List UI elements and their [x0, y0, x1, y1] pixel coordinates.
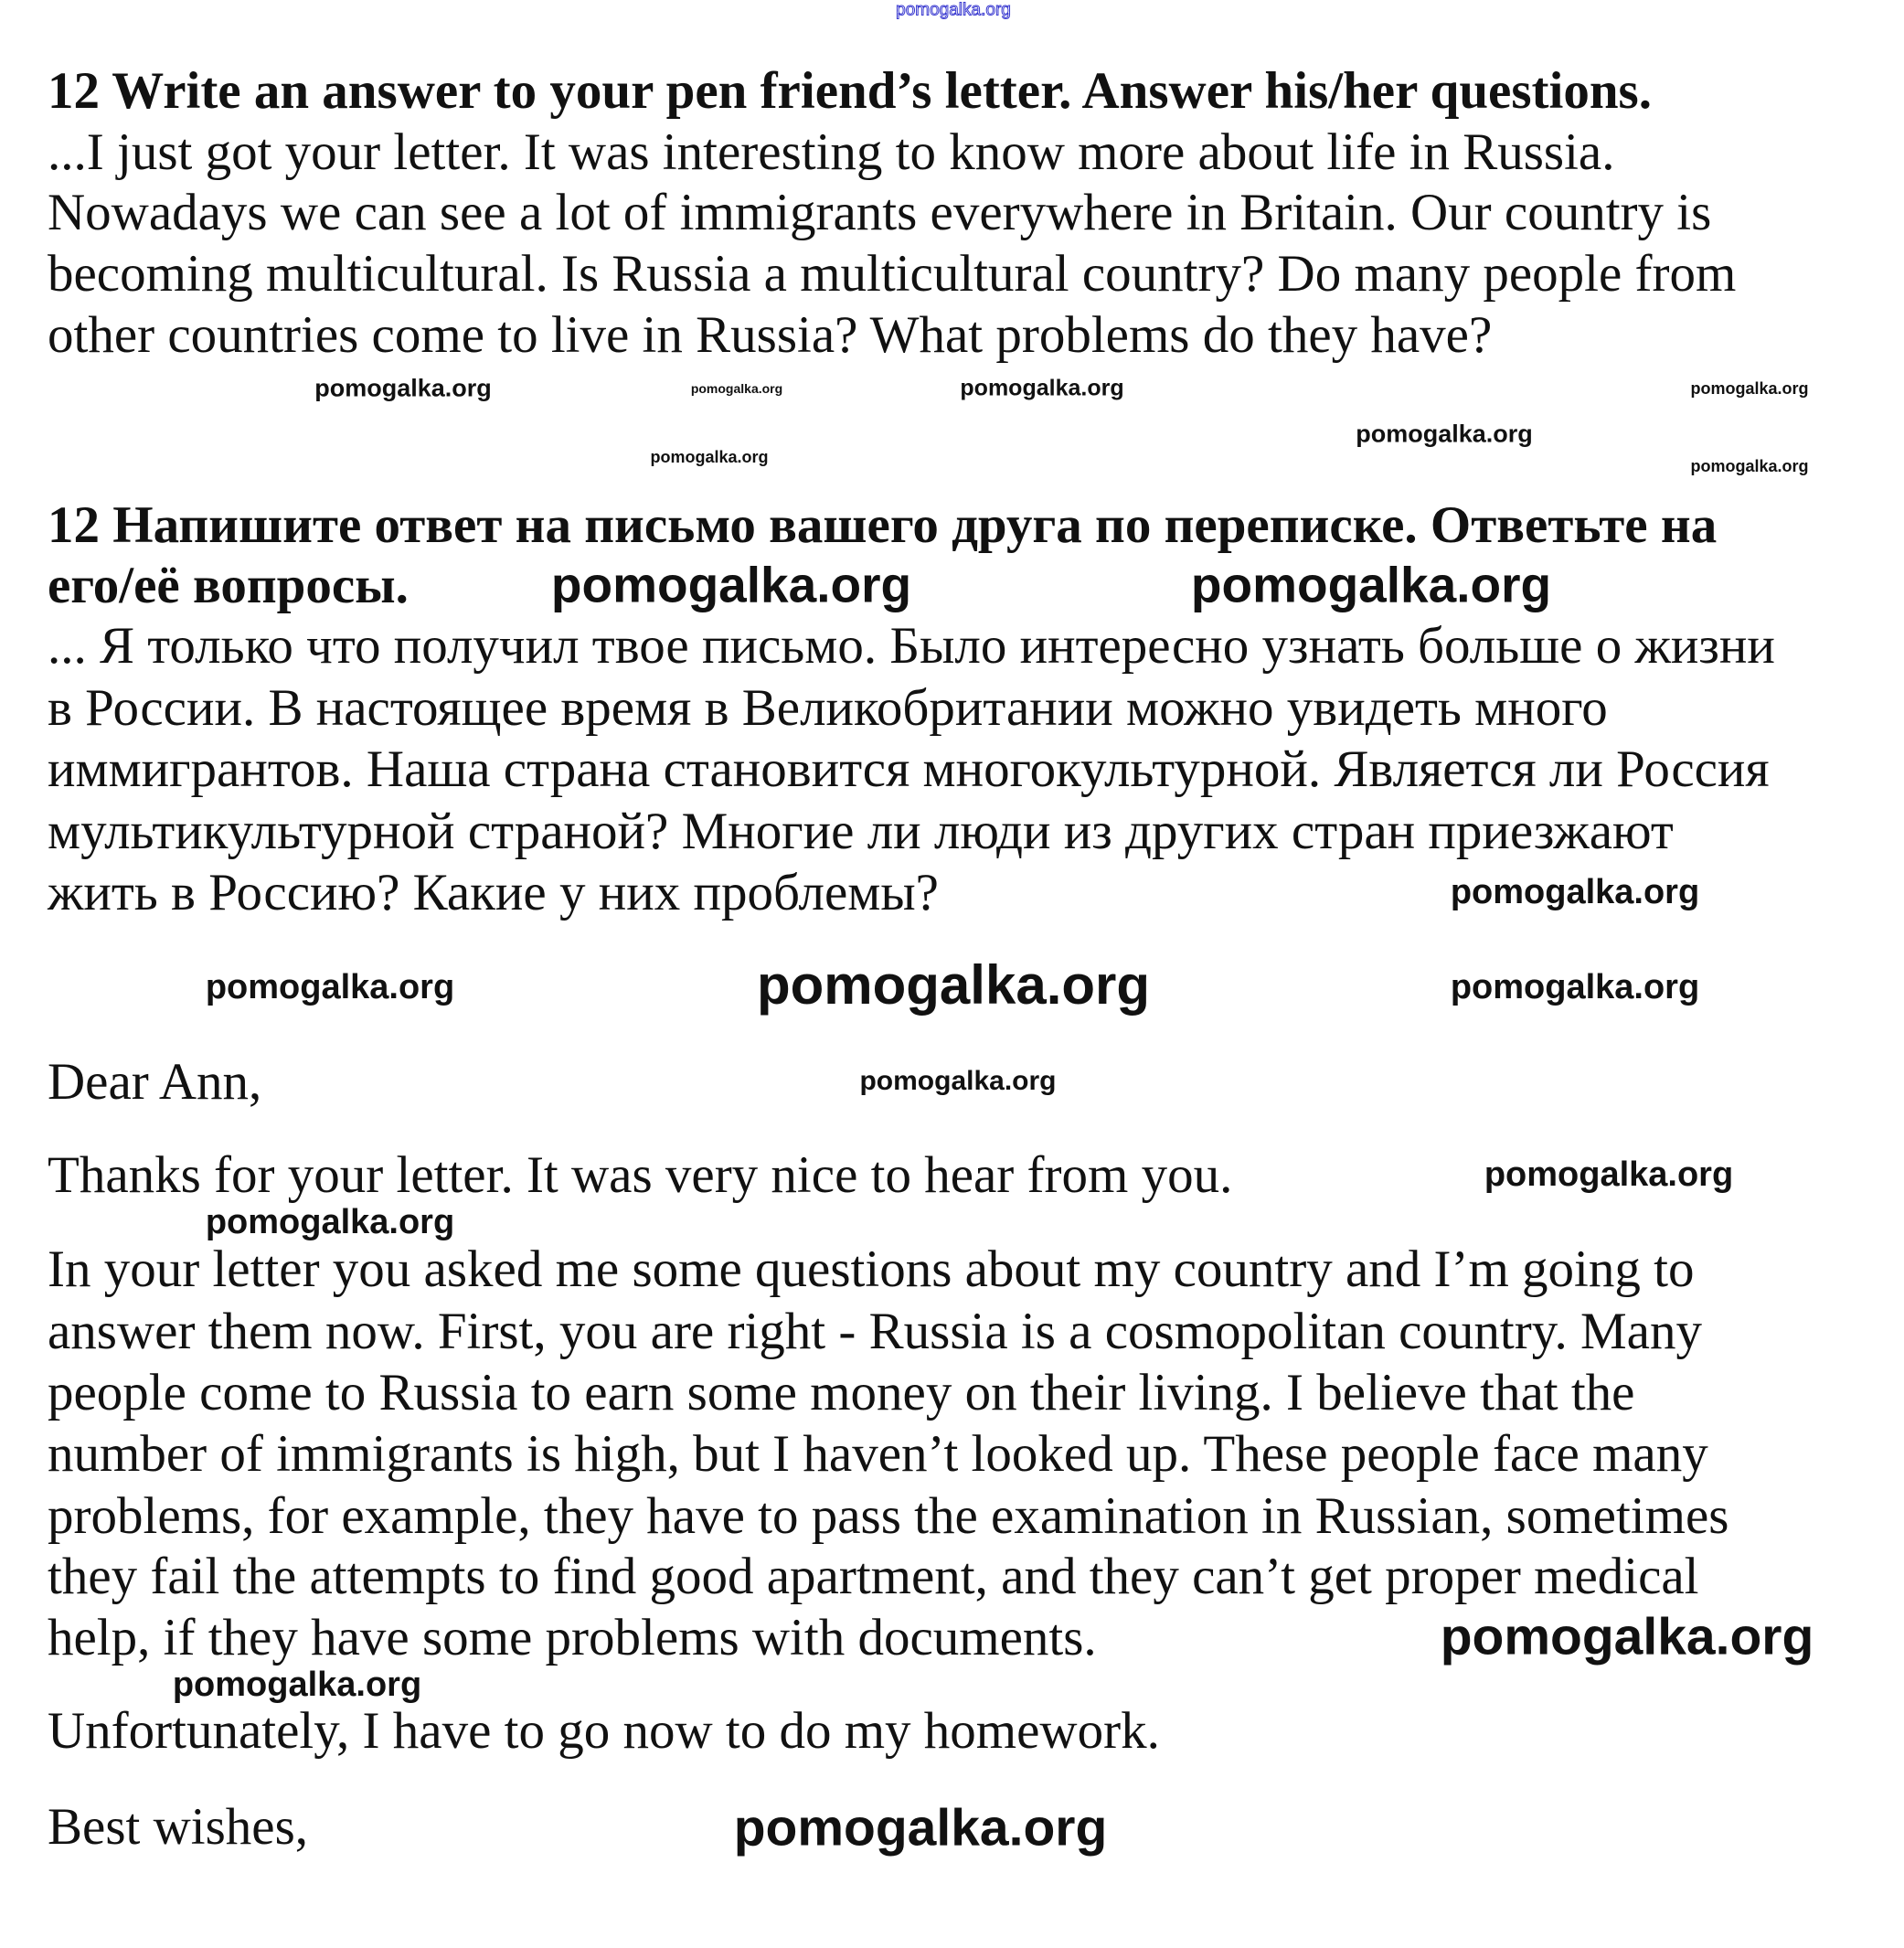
letter-line-ru: иммигрантов. Наша страна становится многокультурной. Является ли Россия: [48, 740, 1770, 798]
answer-line: problems, for example, they have to pass the examination in Russian, sometimes: [48, 1487, 1729, 1545]
watermark: pomogalka.org: [756, 954, 1151, 1016]
answer-greeting: Dear Ann,: [48, 1053, 262, 1111]
letter-line-ru: в России. В настоящее время в Великобритании можно увидеть много: [48, 679, 1608, 737]
watermark: pomogalka.org: [1450, 873, 1700, 911]
answer-line: answer them now. First, you are right - Russia is a cosmopolitan country. Many: [48, 1303, 1702, 1360]
task-heading-ru: его/её вопросы.: [48, 557, 409, 614]
watermark: pomogalka.org: [690, 381, 783, 396]
watermark: pomogalka.org: [1690, 457, 1809, 475]
watermark: pomogalka.org: [960, 375, 1124, 401]
watermark: pomogalka.org: [1690, 379, 1809, 398]
watermark: pomogalka.org: [550, 556, 912, 613]
watermark: pomogalka.org: [205, 1203, 455, 1241]
letter-line-ru: мультикультурной страной? Многие ли люди из других стран приезжают: [48, 803, 1674, 860]
letter-line: becoming multicultural. Is Russia a multicultural country? Do many people from: [48, 245, 1737, 303]
letter-line-ru: ... Я только что получил твое письмо. Было интересно узнать больше о жизни: [48, 617, 1775, 675]
answer-line: number of immigrants is high, but I haven’t looked up. These people face many: [48, 1425, 1708, 1483]
answer-thanks: Thanks for your letter. It was very nice to hear from you.: [48, 1146, 1233, 1204]
watermark: pomogalka.org: [172, 1666, 422, 1704]
answer-sign-off: Best wishes,: [48, 1798, 308, 1856]
watermark: pomogalka.org: [733, 1798, 1108, 1858]
watermark: pomogalka.org: [1356, 420, 1533, 448]
watermark: pomogalka.org: [859, 1066, 1057, 1096]
watermark: pomogalka.org: [314, 374, 492, 402]
letter-line: Nowadays we can see a lot of immigrants everywhere in Britain. Our country is: [48, 184, 1712, 241]
letter-line-ru: жить в Россию? Какие у них проблемы?: [48, 864, 939, 921]
letter-line: other countries come to live in Russia? What problems do they have?: [48, 306, 1493, 364]
answer-line: they fail the attempts to find good apartment, and they can’t get proper medical: [48, 1548, 1699, 1605]
answer-line: help, if they have some problems with documents.: [48, 1609, 1097, 1666]
answer-line: In your letter you asked me some questions about my country and I’m going to: [48, 1240, 1695, 1298]
watermark: pomogalka.org: [896, 0, 1011, 20]
watermark: pomogalka.org: [1190, 556, 1552, 613]
watermark: pomogalka.org: [1450, 968, 1700, 1006]
watermark: pomogalka.org: [650, 448, 769, 466]
answer-line: people come to Russia to earn some money on their living. I believe that the: [48, 1364, 1635, 1421]
watermark: pomogalka.org: [1484, 1155, 1734, 1194]
watermark: pomogalka.org: [1440, 1607, 1814, 1666]
answer-closing: Unfortunately, I have to go now to do my homework.: [48, 1702, 1160, 1760]
letter-line: ...I just got your letter. It was interesting to know more about life in Russia.: [48, 123, 1615, 181]
watermark: pomogalka.org: [205, 968, 455, 1006]
task-heading-en: 12 Write an answer to your pen friend’s letter. Answer his/her questions.: [48, 62, 1652, 120]
task-heading-ru: 12 Напишите ответ на письмо вашего друга по переписке. Ответьте на: [48, 496, 1718, 554]
